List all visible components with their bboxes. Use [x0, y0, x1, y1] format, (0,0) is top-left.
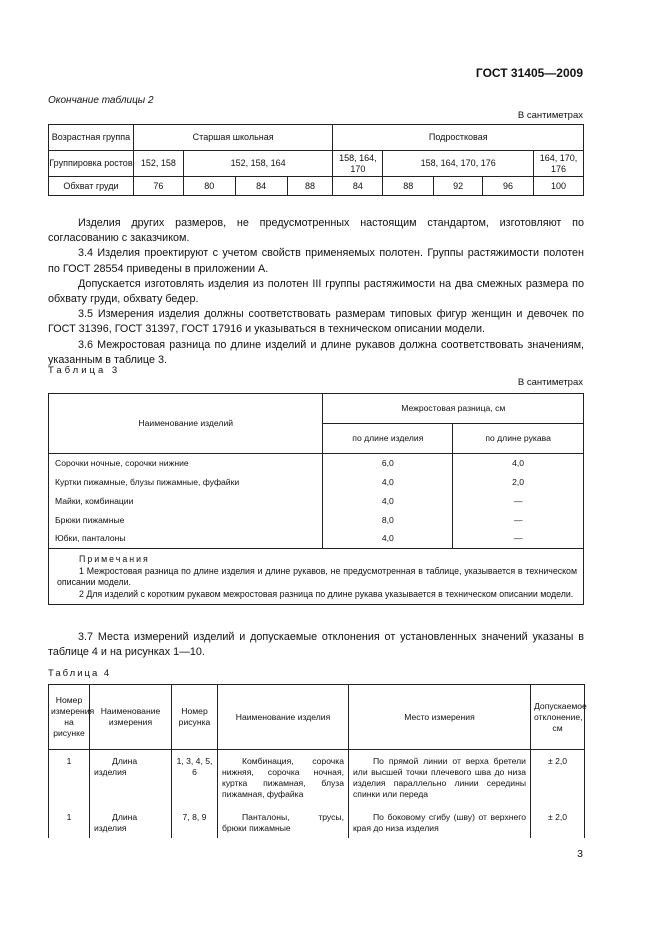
table-row — [49, 492, 584, 511]
age-group-label: Возрастная группа — [49, 125, 134, 151]
header-meas-name: Наименование измерения — [90, 685, 172, 750]
length-value: 4,0 — [323, 473, 453, 492]
table3-notes — [49, 549, 584, 605]
item-name: Куртки пижамные, блузы пижамные, фуфайки — [49, 473, 323, 492]
item-name: Сорочки ночные, сорочки нижние — [49, 454, 323, 473]
document-number: ГОСТ 31405—2009 — [475, 66, 583, 80]
chest-cell: 88 — [287, 177, 333, 196]
chest-cell: 76 — [133, 177, 183, 196]
col-length-header: по длине изделия — [323, 424, 453, 454]
table2 — [48, 124, 584, 196]
num-cell: 1 — [49, 808, 90, 838]
num-cell: 1 — [49, 750, 90, 809]
item-name: Юбки, панталоны — [49, 530, 323, 549]
table-row — [49, 454, 584, 473]
col-sleeve-header: по длине рукава — [453, 424, 584, 454]
item-cell: Комбинация, сорочка нижняя, сорочка ночная, куртка пижамная, блуза пижамная, фуфайка — [218, 750, 349, 809]
table-row — [49, 750, 585, 809]
table2-units: В сантиметрах — [517, 110, 583, 121]
sleeve-value: — — [453, 511, 584, 530]
col-diff-header: Межростовая разница, см — [323, 394, 584, 424]
height-cell: 152, 158 — [133, 151, 183, 177]
body-text — [48, 216, 584, 368]
sleeve-value: 4,0 — [453, 454, 584, 473]
group-teen: Подростковая — [333, 125, 584, 151]
paragraph-3-5: 3.5 Измерения изделия должны соответствовать размерам типовых фигур женщин и девочек по ГОСТ 31396, ГОСТ 31397, ГОСТ 17916 и указываться в техническом описании модели. — [48, 308, 584, 336]
tolerance-cell: ± 2,0 — [531, 808, 585, 838]
sleeve-value: — — [453, 530, 584, 549]
sleeve-value: 2,0 — [453, 473, 584, 492]
table-row — [49, 473, 584, 492]
page-number: 3 — [577, 848, 583, 860]
header-tolerance: Допускаемое отклонение, см — [531, 685, 585, 750]
fig-cell: 7, 8, 9 — [172, 808, 218, 838]
header-fig-num: Номер рисунка — [172, 685, 218, 750]
note-2: 2 Для изделий с коротким рукавом межростовая разница по длине рукава указывается в техническом описании модели. — [79, 588, 574, 599]
note-1: 1 Межростовая разница по длине изделия и длине рукавов, не предусмотренная в таблице, указывается в техническом описании модели. — [57, 565, 577, 587]
paragraph: Изделия других размеров, не предусмотренных настоящим стандартом, изготовляют по согласованию с заказчиком. — [48, 217, 584, 245]
table3-caption: Таблица 3 — [48, 365, 121, 376]
chest-cell: 88 — [383, 177, 434, 196]
meas-cell: Длина изделия — [90, 808, 172, 838]
length-value: 4,0 — [323, 530, 453, 549]
table4-caption: Таблица 4 — [48, 668, 112, 679]
chest-label: Обхват груди — [49, 177, 134, 196]
place-cell: По боковому сгибу (шву) от верхнего края до низа изделия — [349, 808, 531, 838]
table2-caption: Окончание таблицы 2 — [48, 95, 154, 106]
length-value: 8,0 — [323, 511, 453, 530]
paragraph-3-4: 3.4 Изделия проектируют с учетом свойств применяемых полотен. Группы растяжимости полотен по ГОСТ 28554 приведены в приложении А. — [48, 247, 584, 275]
table-row — [49, 511, 584, 530]
length-value: 4,0 — [323, 492, 453, 511]
meas-cell: Длина изделия — [90, 750, 172, 809]
notes-title: Примечания — [79, 554, 150, 564]
height-cell: 152, 158, 164 — [183, 151, 333, 177]
paragraph-3-7: 3.7 Места измерений изделий и допускаемые отклонения от установленных значений указаны в таблице 4 и на рисунках 1—10. — [48, 631, 584, 659]
item-cell: Панталоны, трусы, брюки пижамные — [218, 808, 349, 838]
chest-cell: 96 — [483, 177, 534, 196]
chest-cell: 92 — [434, 177, 483, 196]
body-text-3-7 — [48, 630, 584, 660]
chest-cell: 84 — [333, 177, 383, 196]
group-senior: Старшая школьная — [133, 125, 333, 151]
height-cell: 158, 164, 170, 176 — [383, 151, 534, 177]
height-cell: 164, 170, 176 — [534, 151, 584, 177]
table4 — [48, 684, 585, 838]
fig-cell: 1, 3, 4, 5, 6 — [172, 750, 218, 809]
item-name: Брюки пижамные — [49, 511, 323, 530]
table-row — [49, 530, 584, 549]
header-num-on-fig: Номер измерения на рисунке — [49, 685, 90, 750]
height-group-label: Группировка ростов — [49, 151, 134, 177]
chest-cell: 84 — [235, 177, 287, 196]
tolerance-cell: ± 2,0 — [531, 750, 585, 809]
header-place: Место измерения — [349, 685, 531, 750]
col-name-header: Наименование изделий — [49, 394, 323, 454]
header-item-name: Наименование изделия — [218, 685, 349, 750]
item-name: Майки, комбинации — [49, 492, 323, 511]
place-cell: По прямой линии от верха бретели или высшей точки плечевого шва до низа изделия параллельно линии середины спинки или переда — [349, 750, 531, 809]
chest-cell: 80 — [183, 177, 235, 196]
table-row — [49, 808, 585, 838]
table3-units: В сантиметрах — [517, 377, 583, 388]
length-value: 6,0 — [323, 454, 453, 473]
sleeve-value: — — [453, 492, 584, 511]
height-cell: 158, 164, 170 — [333, 151, 383, 177]
paragraph-3-6: 3.6 Межростовая разница по длине изделий и длине рукавов должна соответствовать значениям, указанным в таблице 3. — [48, 338, 584, 366]
table3 — [48, 393, 584, 605]
paragraph: Допускается изготовлять изделия из полотен III группы растяжимости на два смежных размера по обхвату груди, обхвату бедер. — [48, 277, 584, 306]
chest-cell: 100 — [534, 177, 584, 196]
